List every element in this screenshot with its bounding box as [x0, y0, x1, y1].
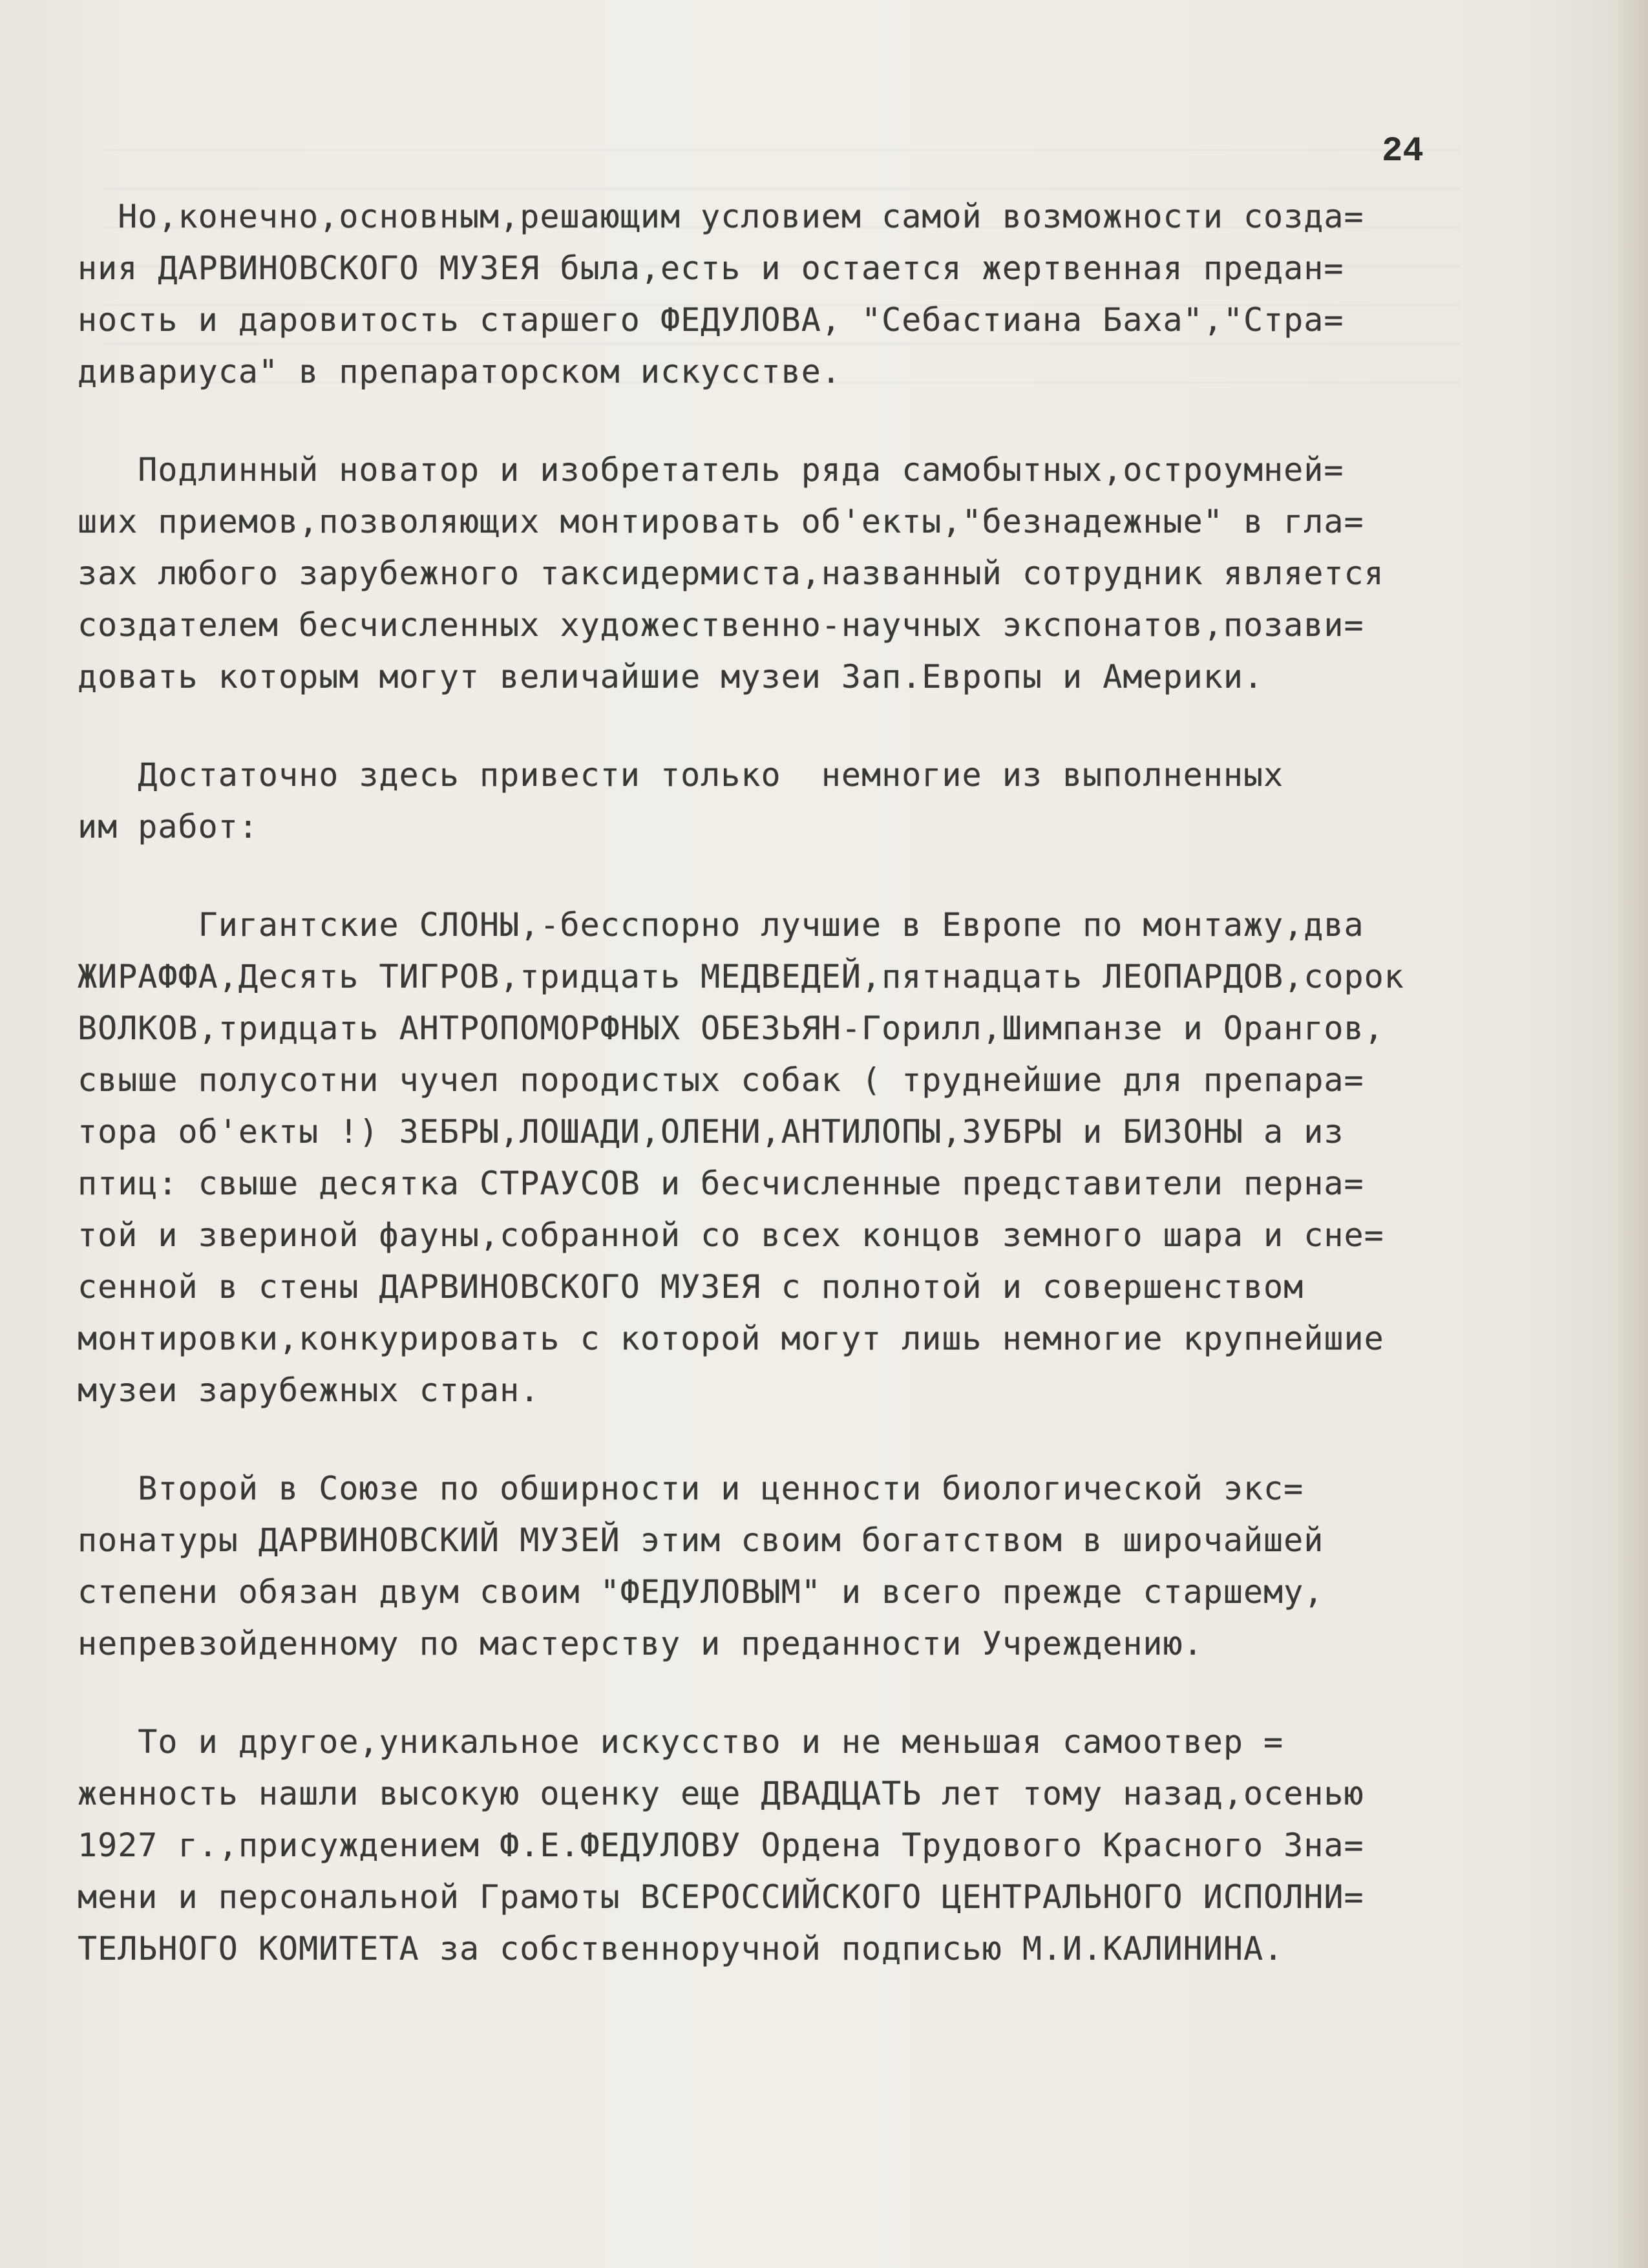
- text-line: ших приемов,позволяющих монтировать об'екты,"безнадежные" в гла=: [78, 503, 1364, 540]
- page-number: 24: [1382, 132, 1424, 171]
- text-line: непревзойденному по мастерству и преданности Учреждению.: [78, 1625, 1203, 1662]
- text-line: создателем бесчисленных художественно-научных экспонатов,позави=: [78, 606, 1364, 644]
- paragraph-gap: [78, 703, 1564, 749]
- text-line: довать которым могут величайшие музеи Зап.Европы и Америки.: [78, 658, 1264, 695]
- text-line: Гигантские СЛОНЫ,-бесспорно лучшие в Европе по монтажу,два: [78, 906, 1364, 944]
- text-line: тора об'екты !) ЗЕБРЫ,ЛОШАДИ,ОЛЕНИ,АНТИЛОПЫ,ЗУБРЫ и БИЗОНЫ а из: [78, 1113, 1344, 1150]
- text-line: понатуры ДАРВИНОВСКИЙ МУЗЕЙ этим своим богатством в широчайшей: [78, 1521, 1324, 1559]
- paragraph-gap: [78, 853, 1564, 899]
- paragraph-gap: [78, 1669, 1564, 1716]
- typewritten-body: [78, 191, 1564, 1975]
- text-line: сенной в стены ДАРВИНОВСКОГО МУЗЕЯ с полнотой и совершенством: [78, 1268, 1304, 1306]
- text-line: им работ:: [78, 808, 259, 845]
- text-line: степени обязан двум своим "ФЕДУЛОВЫМ" и всего прежде старшему,: [78, 1573, 1324, 1611]
- text-line: мени и персональной Грамоты ВСЕРОССИЙСКОГО ЦЕНТРАЛЬНОГО ИСПОЛНИ=: [78, 1878, 1364, 1916]
- text-line: Второй в Союзе по обширности и ценности биологической экс=: [78, 1470, 1304, 1507]
- text-line: ния ДАРВИНОВСКОГО МУЗЕЯ была,есть и остается жертвенная предан=: [78, 249, 1344, 287]
- paragraph-gap: [78, 397, 1564, 444]
- text-line: 1927 г.,присуждением Ф.Е.ФЕДУЛОВУ Ордена Трудового Красного Зна=: [78, 1827, 1364, 1864]
- text-line: Но,конечно,основным,решающим условием самой возможности созда=: [78, 198, 1364, 235]
- text-line: птиц: свыше десятка СТРАУСОВ и бесчисленные представители перна=: [78, 1165, 1364, 1202]
- text-line: той и звериной фауны,собранной со всех концов земного шара и сне=: [78, 1216, 1384, 1254]
- text-line: ТЕЛЬНОГО КОМИТЕТА за собственноручной подписью М.И.КАЛИНИНА.: [78, 1930, 1284, 1967]
- text-line: То и другое,уникальное искусство и не меньшая самоотвер =: [78, 1723, 1284, 1761]
- text-line: ность и даровитость старшего ФЕДУЛОВА, "Себастиана Баха","Стра=: [78, 301, 1344, 339]
- text-line: музеи зарубежных стран.: [78, 1372, 540, 1409]
- text-line: зах любого зарубежного таксидермиста,названный сотрудник является: [78, 555, 1384, 592]
- text-line: Подлинный новатор и изобретатель ряда самобытных,остроумней=: [78, 451, 1344, 489]
- text-line: свыше полусотни чучел породистых собак ( труднейшие для препара=: [78, 1061, 1364, 1099]
- text-line: дивариуса" в препараторском искусстве.: [78, 353, 841, 390]
- text-line: монтировки,конкурировать с которой могут лишь немногие крупнейшие: [78, 1320, 1384, 1357]
- text-line: женность нашли высокую оценку еще ДВАДЦАТЬ лет тому назад,осенью: [78, 1775, 1364, 1812]
- text-line: ЖИРАФФА,Десять ТИГРОВ,тридцать МЕДВЕДЕЙ,пятнадцать ЛЕОПАРДОВ,сорок: [78, 958, 1404, 995]
- paragraph-gap: [78, 1416, 1564, 1463]
- text-line: ВОЛКОВ,тридцать АНТРОПОМОРФНЫХ ОБЕЗЬЯН-Горилл,Шимпанзе и Орангов,: [78, 1010, 1384, 1047]
- page-edge: [1618, 0, 1648, 2268]
- text-line: Достаточно здесь привести только немногие из выполненных: [78, 756, 1284, 794]
